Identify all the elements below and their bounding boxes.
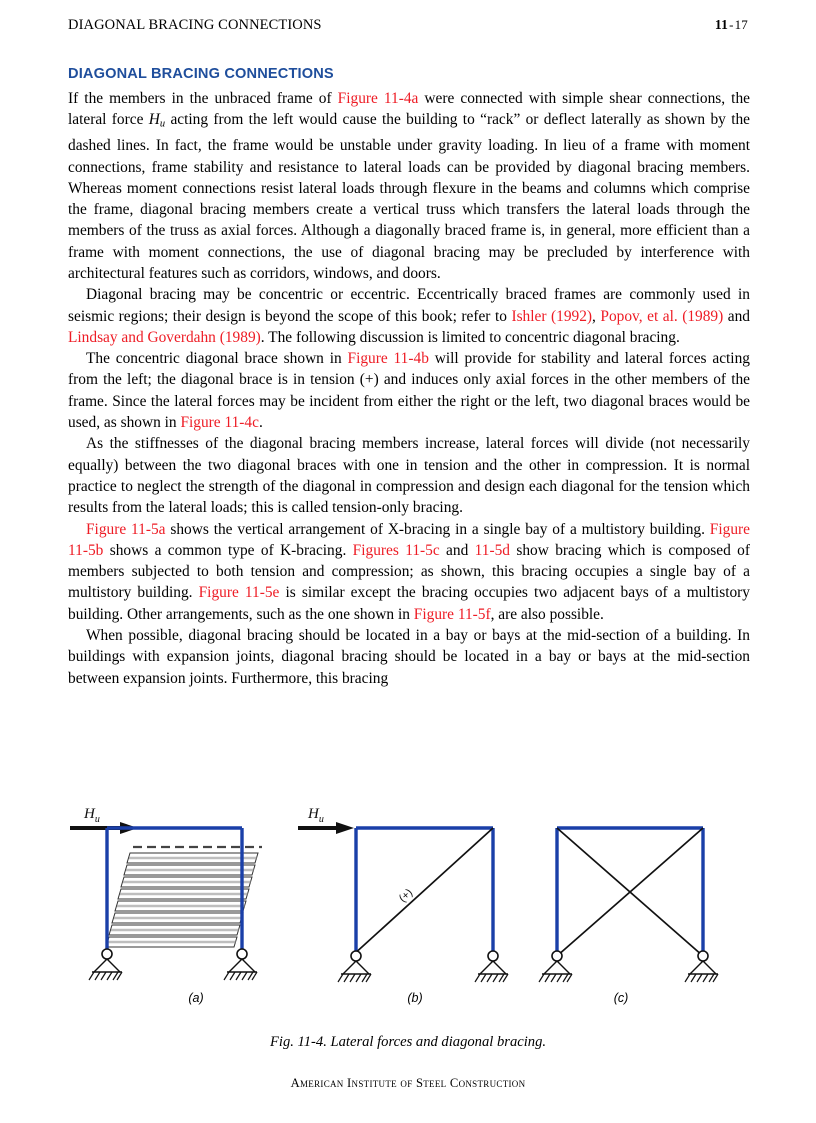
body-column [68,88,750,689]
frame-a-svg [62,786,312,991]
folio-separator: - [729,17,734,32]
paragraph-1 [68,88,750,284]
variable-h: H [148,111,160,129]
text-run: and [723,307,750,325]
figure-reference[interactable]: Figure 11-4c [180,414,259,432]
racking-deflection-lines-a [106,847,262,947]
tension-label-b: (+) [396,886,416,905]
pin-support-right-a [224,949,257,980]
text-run: were connected with simple shear connections, the lateral force [68,90,750,129]
text-run: will provide for stability and lateral forces acting from the left; the diagonal brace is in tension (+) and induces only axial forces in the other members of the frame. Since the lateral forces may be incident from either the right or the left, two diagonal braces would be used, as shown in [68,350,750,432]
figure-11-4 [0,786,816,1076]
frame-c-svg [515,786,765,991]
frame-diagram-b [290,786,540,991]
pin-support-left-a [89,949,122,980]
figure-reference[interactable]: Figure 11-5f [413,605,491,623]
text-run: If the members in the unbraced frame of [68,90,338,107]
frame-diagram-c [515,786,765,991]
figure-reference[interactable]: Figures 11-5c [352,541,440,559]
text-run: . The following discussion is limited to concentric diagonal bracing. [260,328,680,346]
text-run: acting from the left would cause the building to “rack” or deflect laterally as shown by the dashed lines. In fact, the frame would be unstable under gravity loading. In lieu of a frame with moment connections, frame stability and resistance to lateral loads can be provided by diagonal bracing members. Whereas moment connections resist lateral loads through flexure in the beams and columns which comprise the frame, diagonal bracing members create a vertical truss which transfers the lateral loads through the members of the truss as axial forces. Although a diagonally braced frame is, in general, more efficient than a frame with moment connections, the use of diagonal bracing may be precluded by interference with architectural features such as corridors, windows, and doors. [68,111,750,282]
section-heading: DIAGONAL BRACING CONNECTIONS [68,66,334,82]
pin-support-left-b [338,951,371,982]
frame-b-svg [290,786,540,991]
pin-support-left-c [539,951,572,982]
text-run: shows a common type of K-bracing. [103,541,353,559]
page-footer: American Institute of Steel Construction [290,1076,526,1090]
figure-sublabel-c: (c) [613,991,629,1005]
variable-subscript: u [159,118,166,130]
text-run: shows the vertical arrangement of X-bracing in a single bay of a multistory building. [165,520,710,538]
text-run: The concentric diagonal brace shown in [86,350,348,368]
text-run: show bracing which is composed of members subjected to both tension and compression; as shown, this bracing occupies a single bay of a multistory building. [68,541,750,602]
load-label-b: $H_u$ [308,806,324,825]
figure-sublabels [0,991,816,1017]
frame-diagram-a [62,786,312,991]
citation-reference[interactable]: Popov, et al. (1989) [600,307,724,325]
citation-reference[interactable]: Ishler (1992) [511,307,593,325]
figure-reference[interactable]: Figure 11-5e [198,584,280,602]
text-run: and [439,541,475,559]
paragraph-5 [68,519,750,625]
load-label-a: $H_u$ [84,806,100,825]
paragraph-3 [68,348,750,433]
figure-sublabel-a: (a) [188,991,204,1005]
page-folio [715,17,748,33]
figure-sublabel-b: (b) [407,991,423,1005]
text-run: , are also possible. [490,605,604,623]
paragraph-6: When possible, diagonal bracing should be located in a bay or bays at the mid-section of a building. In buildings with expansion joints, diagonal bracing should be located in a bay or bays at the mid-section between expansion joints. Furthermore, this bracing [68,627,750,687]
diagonal-brace-b [352,828,493,956]
figure-reference[interactable]: Figure 11-5b [68,520,750,559]
text-run: , [592,307,601,325]
text-run: is similar except the bracing occupies two adjacent bays of a multistory building. Other arrangements, such as the one shown in [68,584,750,623]
figure-reference[interactable]: Figure 11-5a [86,520,166,538]
pin-support-right-c [685,951,718,982]
text-run: Diagonal bracing may be concentric or eccentric. Eccentrically braced frames are commonly used in seismic regions; their design is beyond the scope of this book; refer to [68,286,750,325]
figure-frames-row [0,786,816,991]
running-head-title: DIAGONAL BRACING CONNECTIONS [68,17,322,33]
paragraph-2 [68,284,750,348]
figure-reference[interactable]: Figure 11-4b [347,350,429,368]
pin-support-right-b [475,951,508,982]
figure-caption: Fig. 11-4. Lateral forces and diagonal bracing. [269,1034,547,1050]
load-arrow-b [298,822,354,834]
figure-reference[interactable]: Figure 11-4a [337,90,419,107]
paragraph-4: As the stiffnesses of the diagonal bracing members increase, lateral forces will divide (not necessarily equally) between the two diagonal braces with one in tension and the other in compression. It is normal practice to neglect the strength of the diagonal in compression and design each diagonal for the tension which results from the lateral loads; this is called tension-only bracing. [68,435,750,517]
running-head [68,17,748,34]
folio-page: 17 [734,17,748,32]
citation-reference[interactable]: Lindsay and Goverdahn (1989) [68,328,261,346]
folio-chapter: 11 [714,17,729,32]
text-run: . [258,414,263,432]
figure-reference[interactable]: 11-5d [474,541,510,559]
